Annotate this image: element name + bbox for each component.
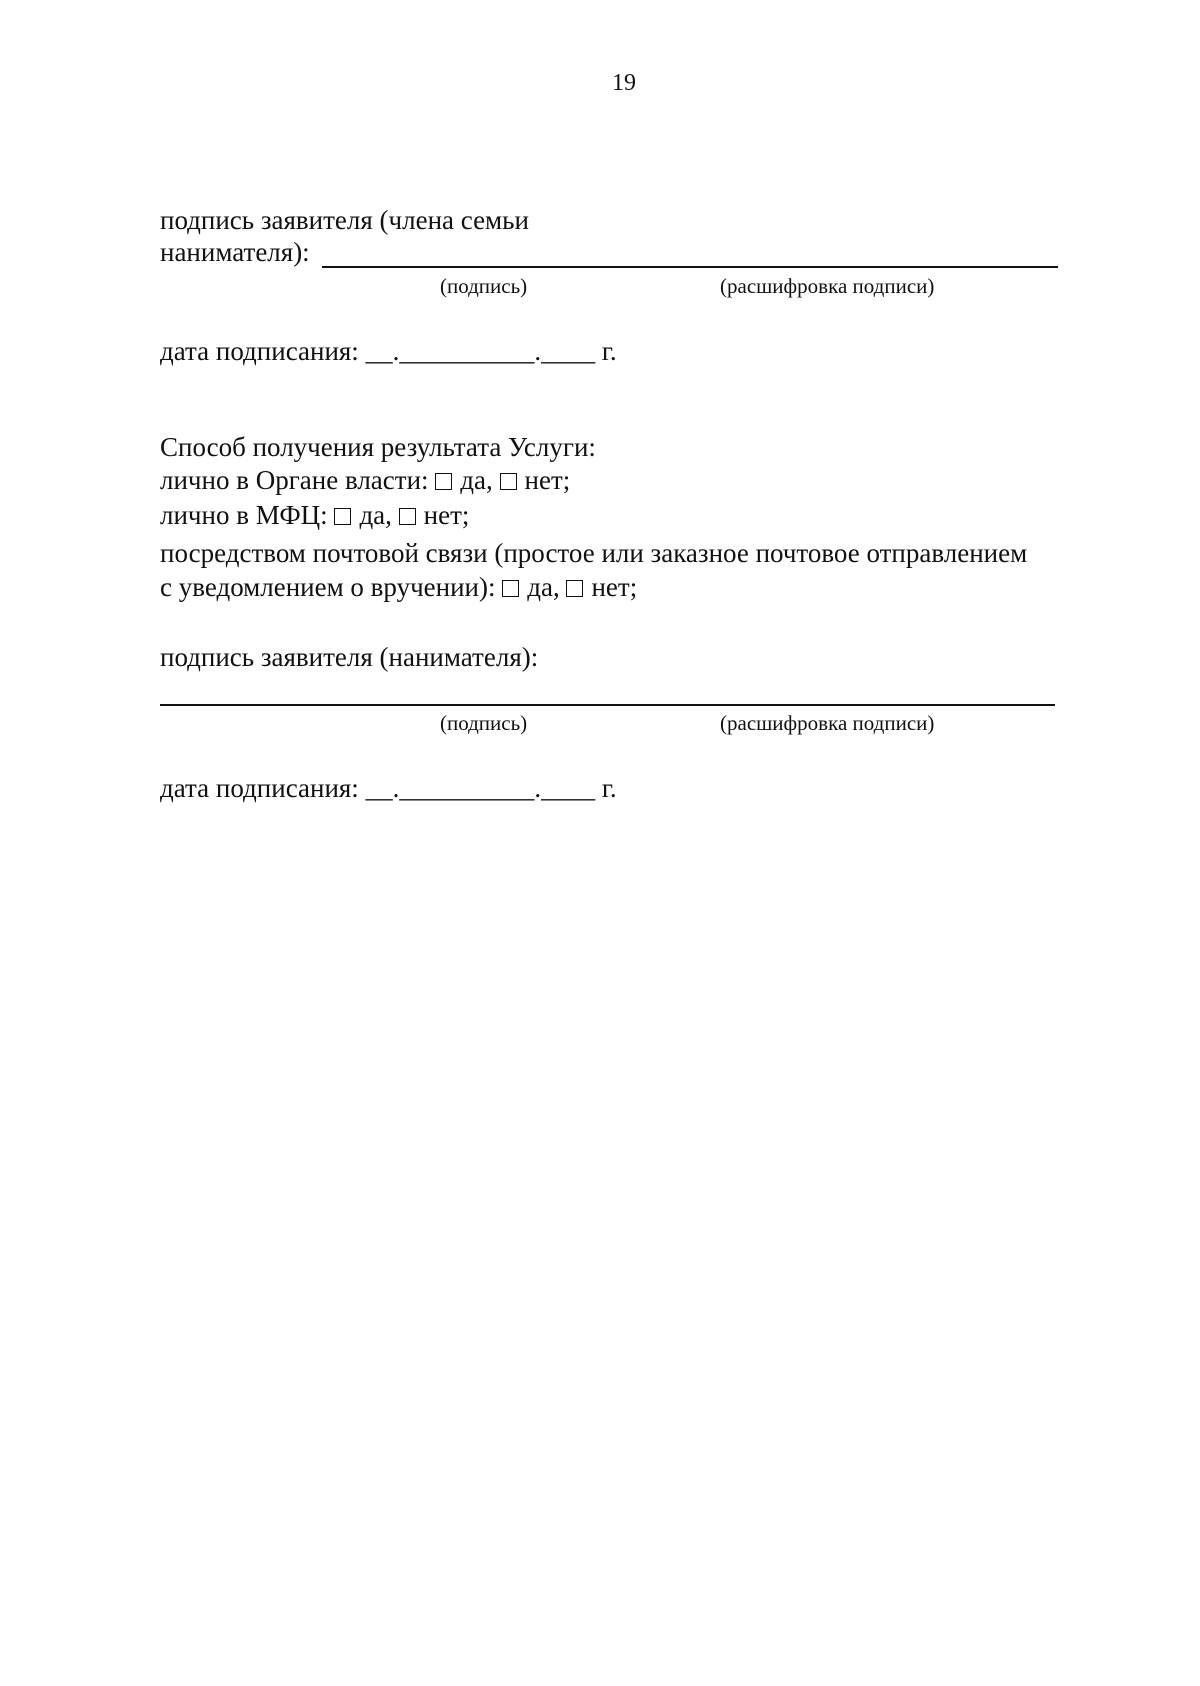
signature-label-line2: нанимателя): <box>160 237 310 267</box>
date2-row <box>160 771 617 805</box>
checkbox-mfc-yes[interactable] <box>334 508 351 525</box>
date-field[interactable]: __.__________.____ <box>365 336 596 366</box>
signature2-label: подпись заявителя (нанимателя): <box>160 642 539 672</box>
option-mfc-label: лично в МФЦ: <box>160 500 328 530</box>
yes-label: да, <box>527 572 560 602</box>
delivery-option-mfc <box>160 498 469 532</box>
no-label: нет; <box>423 500 470 530</box>
yes-label: да, <box>460 465 493 495</box>
delivery-option-post <box>160 570 637 604</box>
signature-decoding-caption: (расшифровка подписи) <box>720 274 935 298</box>
signature-line[interactable] <box>322 266 1058 268</box>
signature-caption: (подпись) <box>440 274 528 298</box>
no-label: нет; <box>591 572 638 602</box>
date-row <box>160 334 617 368</box>
checkbox-authority-no[interactable] <box>500 473 517 490</box>
date2-field[interactable]: __.__________.____ <box>365 773 596 803</box>
option-post-label-line1: посредством почтовой связи (простое или заказное почтовое отправлением <box>160 538 1028 568</box>
date2-label: дата подписания: <box>160 773 359 803</box>
delivery-option-authority <box>160 463 570 497</box>
page-number: 19 <box>612 70 636 96</box>
option-post-label-line2: с уведомлением о вручении): <box>160 572 496 602</box>
signature2-caption: (подпись) <box>440 711 528 735</box>
option-authority-label: лично в Органе власти: <box>160 465 429 495</box>
signature2-line[interactable] <box>160 704 1055 706</box>
date-label: дата подписания: <box>160 336 359 366</box>
checkbox-post-no[interactable] <box>566 580 583 597</box>
checkbox-mfc-no[interactable] <box>399 508 416 525</box>
date2-year-suffix: г. <box>601 773 617 803</box>
signature2-decoding-caption: (расшифровка подписи) <box>720 711 935 735</box>
date-year-suffix: г. <box>601 336 617 366</box>
delivery-heading: Способ получения результата Услуги: <box>160 432 596 462</box>
checkbox-post-yes[interactable] <box>502 580 519 597</box>
checkbox-authority-yes[interactable] <box>435 473 452 490</box>
signature-label-line1: подпись заявителя (члена семьи <box>160 205 529 235</box>
no-label: нет; <box>524 465 571 495</box>
yes-label: да, <box>359 500 392 530</box>
